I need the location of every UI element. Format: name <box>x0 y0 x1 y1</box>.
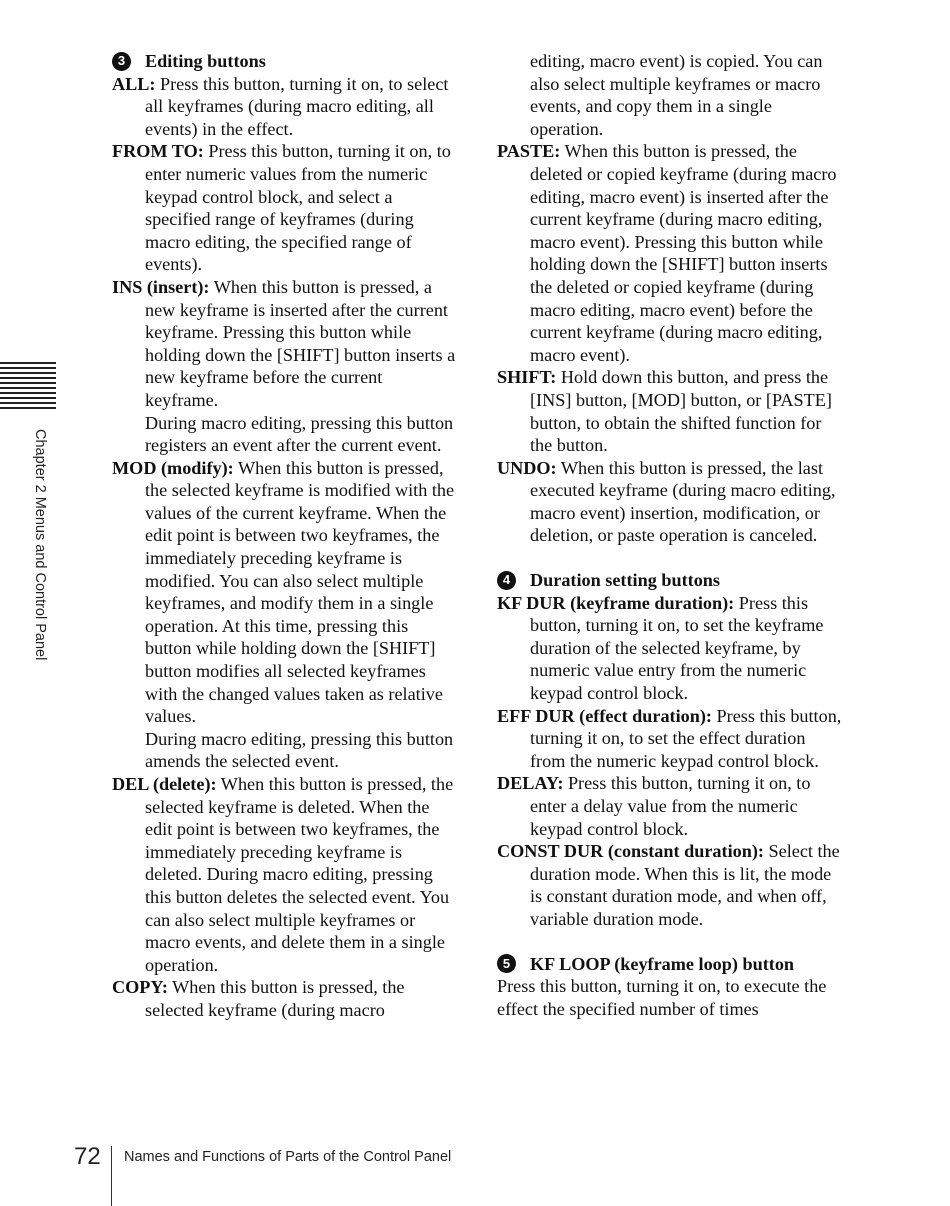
entry-paste <box>497 140 842 366</box>
right-column <box>497 50 842 1020</box>
entry-delay <box>497 772 842 840</box>
entry-undo <box>497 457 842 547</box>
entry-term: ALL: <box>112 73 156 94</box>
entry-text: When this button is pressed, the selected keyframe is modified with the values of the current keyframe. When the edit point is between two keyframes, the immediately preceding keyframe is modified. You can also select multiple keyframes, and modify them in a single operation. At this time, pressing this button while holding down the [SHIFT] button modifies all selected keyframes with the changed values taken as relative values. <box>145 457 455 727</box>
kf-loop-description: Press this button, turning it on, to execute the effect the specified number of times <box>497 976 827 1019</box>
footer-divider <box>111 1146 112 1206</box>
entry-text: When this button is pressed, the selected keyframe is deleted. When the edit point is between two keyframes, the immediately preceding keyframe is deleted. During macro editing, pressing this button deletes the selected event. You can also select multiple keyframes or macro events, and delete them in a single operation. <box>145 774 454 975</box>
section-title: KF LOOP (keyframe loop) button <box>530 953 795 974</box>
page-number: 72 <box>74 1143 101 1170</box>
entry-term: PASTE: <box>497 141 561 162</box>
footer-section-title: Names and Functions of Parts of the Control Panel <box>124 1149 452 1165</box>
entry-term: EFF DUR (effect duration): <box>497 705 712 726</box>
entry-term: SHIFT: <box>497 367 557 388</box>
entry-kf-dur <box>497 592 842 705</box>
entry-text: When this button is pressed, a new keyframe is inserted after the current keyframe. Pressing this button while holding down the [SHIFT] button inserts a new keyframe before the current keyframe. <box>145 276 456 410</box>
entry-from-to <box>112 140 457 276</box>
entry-del <box>112 773 457 976</box>
entry-text: When this button is pressed, the last executed keyframe (during macro editing, macro event) insertion, modification, or deletion, or paste operation is canceled. <box>530 457 836 546</box>
entry-extra-text: During macro editing, pressing this button registers an event after the current event. <box>145 412 454 456</box>
section-heading-editing-buttons <box>112 50 457 73</box>
entry-all <box>112 73 457 141</box>
entry-eff-dur <box>497 705 842 773</box>
entry-term: INS (insert): <box>112 276 210 297</box>
entry-ins <box>112 276 457 457</box>
chapter-tab-marker <box>0 362 56 412</box>
entry-mod <box>112 457 457 773</box>
entry-const-dur <box>497 840 842 930</box>
entry-term: CONST DUR (constant duration): <box>497 841 764 862</box>
entry-term: UNDO: <box>497 457 557 478</box>
entry-copy <box>112 976 457 1021</box>
entry-text: When this button is pressed, the deleted or copied keyframe (during macro editing, macro event) is inserted after the current keyframe (during macro editing, macro event). Pressing this button while holding down the [SHIFT] button inserts the deleted or copied keyframe (during macro editing, macro event) before the current keyframe (during macro editing, macro event). <box>530 141 837 365</box>
section-number-badge: 4 <box>497 571 516 590</box>
entry-term: DEL (delete): <box>112 774 217 794</box>
section-number-badge: 3 <box>112 52 131 71</box>
entry-term: KF DUR (keyframe duration): <box>497 592 735 613</box>
section-heading-duration-buttons <box>497 569 842 592</box>
entry-extra-text: During macro editing, pressing this button amends the selected event. <box>145 728 454 772</box>
entry-term: COPY: <box>112 977 168 998</box>
entry-text: Press this button, turning it on, to enter a delay value from the numeric keypad control block. <box>530 773 811 839</box>
section-title: Duration setting buttons <box>530 570 720 591</box>
left-column <box>112 50 457 1022</box>
entry-text: Press this button, turning it on, to set the keyframe duration of the selected keyframe, by numeric value entry from the numeric keypad control block. <box>530 592 824 704</box>
entry-text: When this button is pressed, the selected keyframe (during macro <box>145 977 405 1020</box>
entry-text: Hold down this button, and press the [INS] button, [MOD] button, or [PASTE] button, to obtain the shifted function for the button. <box>530 367 832 456</box>
entry-text: Press this button, turning it on, to enter numeric values from the numeric keypad control block, and select a specified range of keyframes (during macro editing, the specified range of events). <box>145 141 451 275</box>
section-title: Editing buttons <box>145 51 266 71</box>
entry-term: FROM TO: <box>112 141 204 162</box>
entry-text: Select the duration mode. When this is lit, the mode is constant duration mode, and when off, variable duration mode. <box>530 841 840 929</box>
section-number-badge: 5 <box>497 954 516 973</box>
chapter-label: Chapter 2 Menus and Control Panel <box>32 429 48 661</box>
entry-term: DELAY: <box>497 773 564 794</box>
entry-text: Press this button, turning it on, to set the effect duration from the numeric keypad control block. <box>530 705 842 771</box>
entry-text: Press this button, turning it on, to select all keyframes (during macro editing, all events) in the effect. <box>145 73 449 139</box>
entry-shift <box>497 366 842 456</box>
section-heading-kf-loop <box>497 953 842 976</box>
entry-copy-continued: editing, macro event) is copied. You can also select multiple keyframes or macro events, and copy them in a single operation. <box>530 51 823 139</box>
entry-term: MOD (modify): <box>112 457 234 478</box>
